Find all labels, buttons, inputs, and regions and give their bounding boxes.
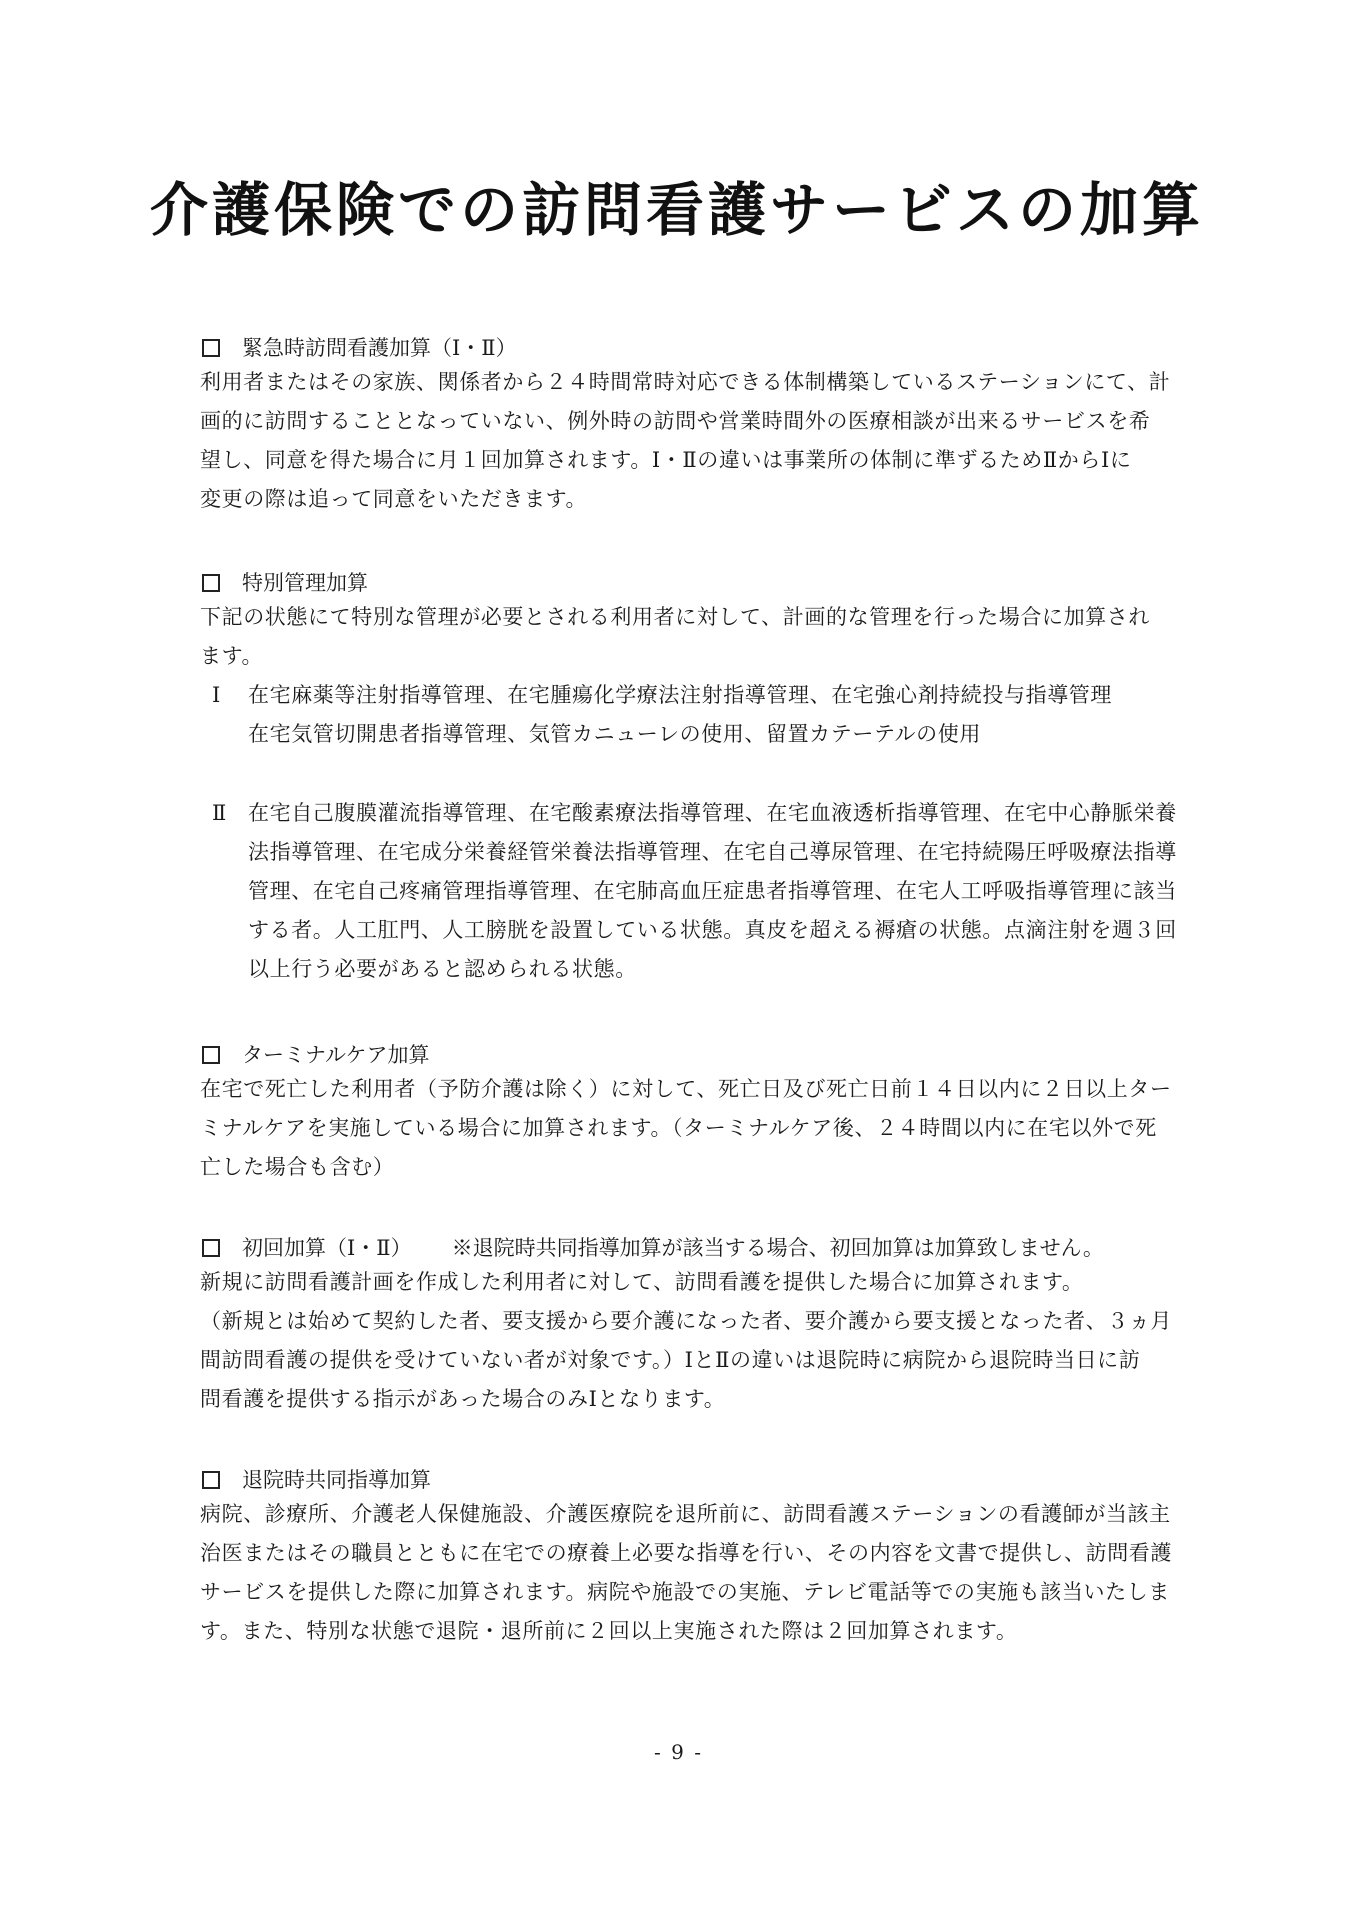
checkbox-icon (202, 574, 220, 592)
body-line: ミナルケアを実施している場合に加算されます。（ターミナルケア後、２４時間以内に在宅以外で死 (200, 1116, 1157, 1140)
checkbox-icon (202, 1046, 220, 1064)
body-line: ます。 (200, 644, 264, 668)
list-item-type-1 (200, 676, 1210, 754)
body-line: 在宅で死亡した利用者（予防介護は除く）に対して、死亡日及び死亡日前１４日以内に２日以上ター (200, 1077, 1172, 1101)
body-line: 治医またはその職員とともに在宅での療養上必要な指導を行い、その内容を文書で提供し、訪問看護 (200, 1541, 1172, 1565)
heading-label: ターミナルケア加算 (242, 1043, 430, 1067)
body-line: す。また、特別な状態で退院・退所前に２回以上実施された際は２回加算されます。 (200, 1619, 1018, 1643)
checkbox-icon (202, 339, 220, 357)
section-emergency-visit (200, 333, 1210, 519)
body-line: （新規とは始めて契約した者、要支援から要介護になった者、要介護から要支援となった者、３ヵ月 (200, 1309, 1172, 1333)
roman-numeral-label: Ⅰ (212, 683, 221, 707)
body-line: する者。人工肛門、人工膀胱を設置している状態。真皮を超える褥瘡の状態。点滴注射を週３回 (248, 918, 1177, 942)
section-discharge-joint-guidance (200, 1465, 1210, 1651)
section-initial-visit (200, 1233, 1210, 1419)
page-number: - 9 - (654, 1740, 703, 1764)
body-line: 画的に訪問することとなっていない、例外時の訪問や営業時間外の医療相談が出来るサービスを希 (200, 409, 1151, 433)
body-line: 在宅麻薬等注射指導管理、在宅腫瘍化学療法注射指導管理、在宅強心剤持続投与指導管理 (248, 683, 1112, 707)
body-line: 病院、診療所、介護老人保健施設、介護医療院を退所前に、訪問看護ステーションの看護師が当該主 (200, 1502, 1171, 1526)
section-terminal-care (200, 1040, 1210, 1187)
body-line: 間訪問看護の提供を受けていない者が対象です。）ⅠとⅡの違いは退院時に病院から退院時当日に訪 (200, 1348, 1141, 1372)
body-line: サービスを提供した際に加算されます。病院や施設での実施、テレビ電話等での実施も該当いたしま (200, 1580, 1170, 1604)
section-special-management (200, 568, 1210, 989)
spacer (200, 754, 1210, 794)
section-heading (200, 1040, 1210, 1070)
body-line: 在宅気管切開患者指導管理、気管カニューレの使用、留置カテーテルの使用 (248, 722, 981, 746)
page-title: 介護保険での訪問看護サービスの加算 (150, 176, 1205, 244)
body-line: 新規に訪問看護計画を作成した利用者に対して、訪問看護を提供した場合に加算されます。 (200, 1270, 1084, 1294)
body-line: 利用者またはその家族、関係者から２４時間常時対応できる体制構築しているステーションにて、計 (200, 370, 1171, 394)
roman-numeral-label: Ⅱ (212, 801, 227, 825)
section-heading (200, 568, 1210, 598)
section-heading (200, 333, 1210, 363)
checkbox-icon (202, 1239, 220, 1257)
body-line: 問看護を提供する指示があった場合のみⅠとなります。 (200, 1387, 726, 1411)
heading-label: 初回加算（Ⅰ・Ⅱ） (242, 1236, 412, 1260)
body-line: 管理、在宅自己疼痛管理指導管理、在宅肺高血圧症患者指導管理、在宅人工呼吸指導管理に該当 (248, 879, 1177, 903)
body-line: 以上行う必要があると認められる状態。 (248, 957, 637, 981)
body-line: 望し、同意を得た場合に月１回加算されます。Ⅰ・Ⅱの違いは事業所の体制に準ずるためⅡからⅠに (200, 448, 1132, 472)
body-line: 法指導管理、在宅成分栄養経管栄養法指導管理、在宅自己導尿管理、在宅持続陽圧呼吸療法指導 (248, 840, 1177, 864)
body-line: 在宅自己腹膜灌流指導管理、在宅酸素療法指導管理、在宅血液透析指導管理、在宅中心静脈栄養 (248, 801, 1177, 825)
heading-label: 特別管理加算 (242, 571, 368, 595)
heading-note: ※退院時共同指導加算が該当する場合、初回加算は加算致しません。 (451, 1236, 1104, 1260)
body-line: 下記の状態にて特別な管理が必要とされる利用者に対して、計画的な管理を行った場合に加算され (200, 605, 1150, 629)
heading-label: 緊急時訪問看護加算（Ⅰ・Ⅱ） (242, 336, 517, 360)
section-heading (200, 1465, 1210, 1495)
body-line: 変更の際は追って同意をいただきます。 (200, 487, 588, 511)
checkbox-icon (202, 1471, 220, 1489)
body-line: 亡した場合も含む） (200, 1155, 395, 1179)
list-item-type-2 (200, 794, 1210, 989)
heading-label: 退院時共同指導加算 (242, 1468, 431, 1492)
section-heading (200, 1233, 1210, 1263)
